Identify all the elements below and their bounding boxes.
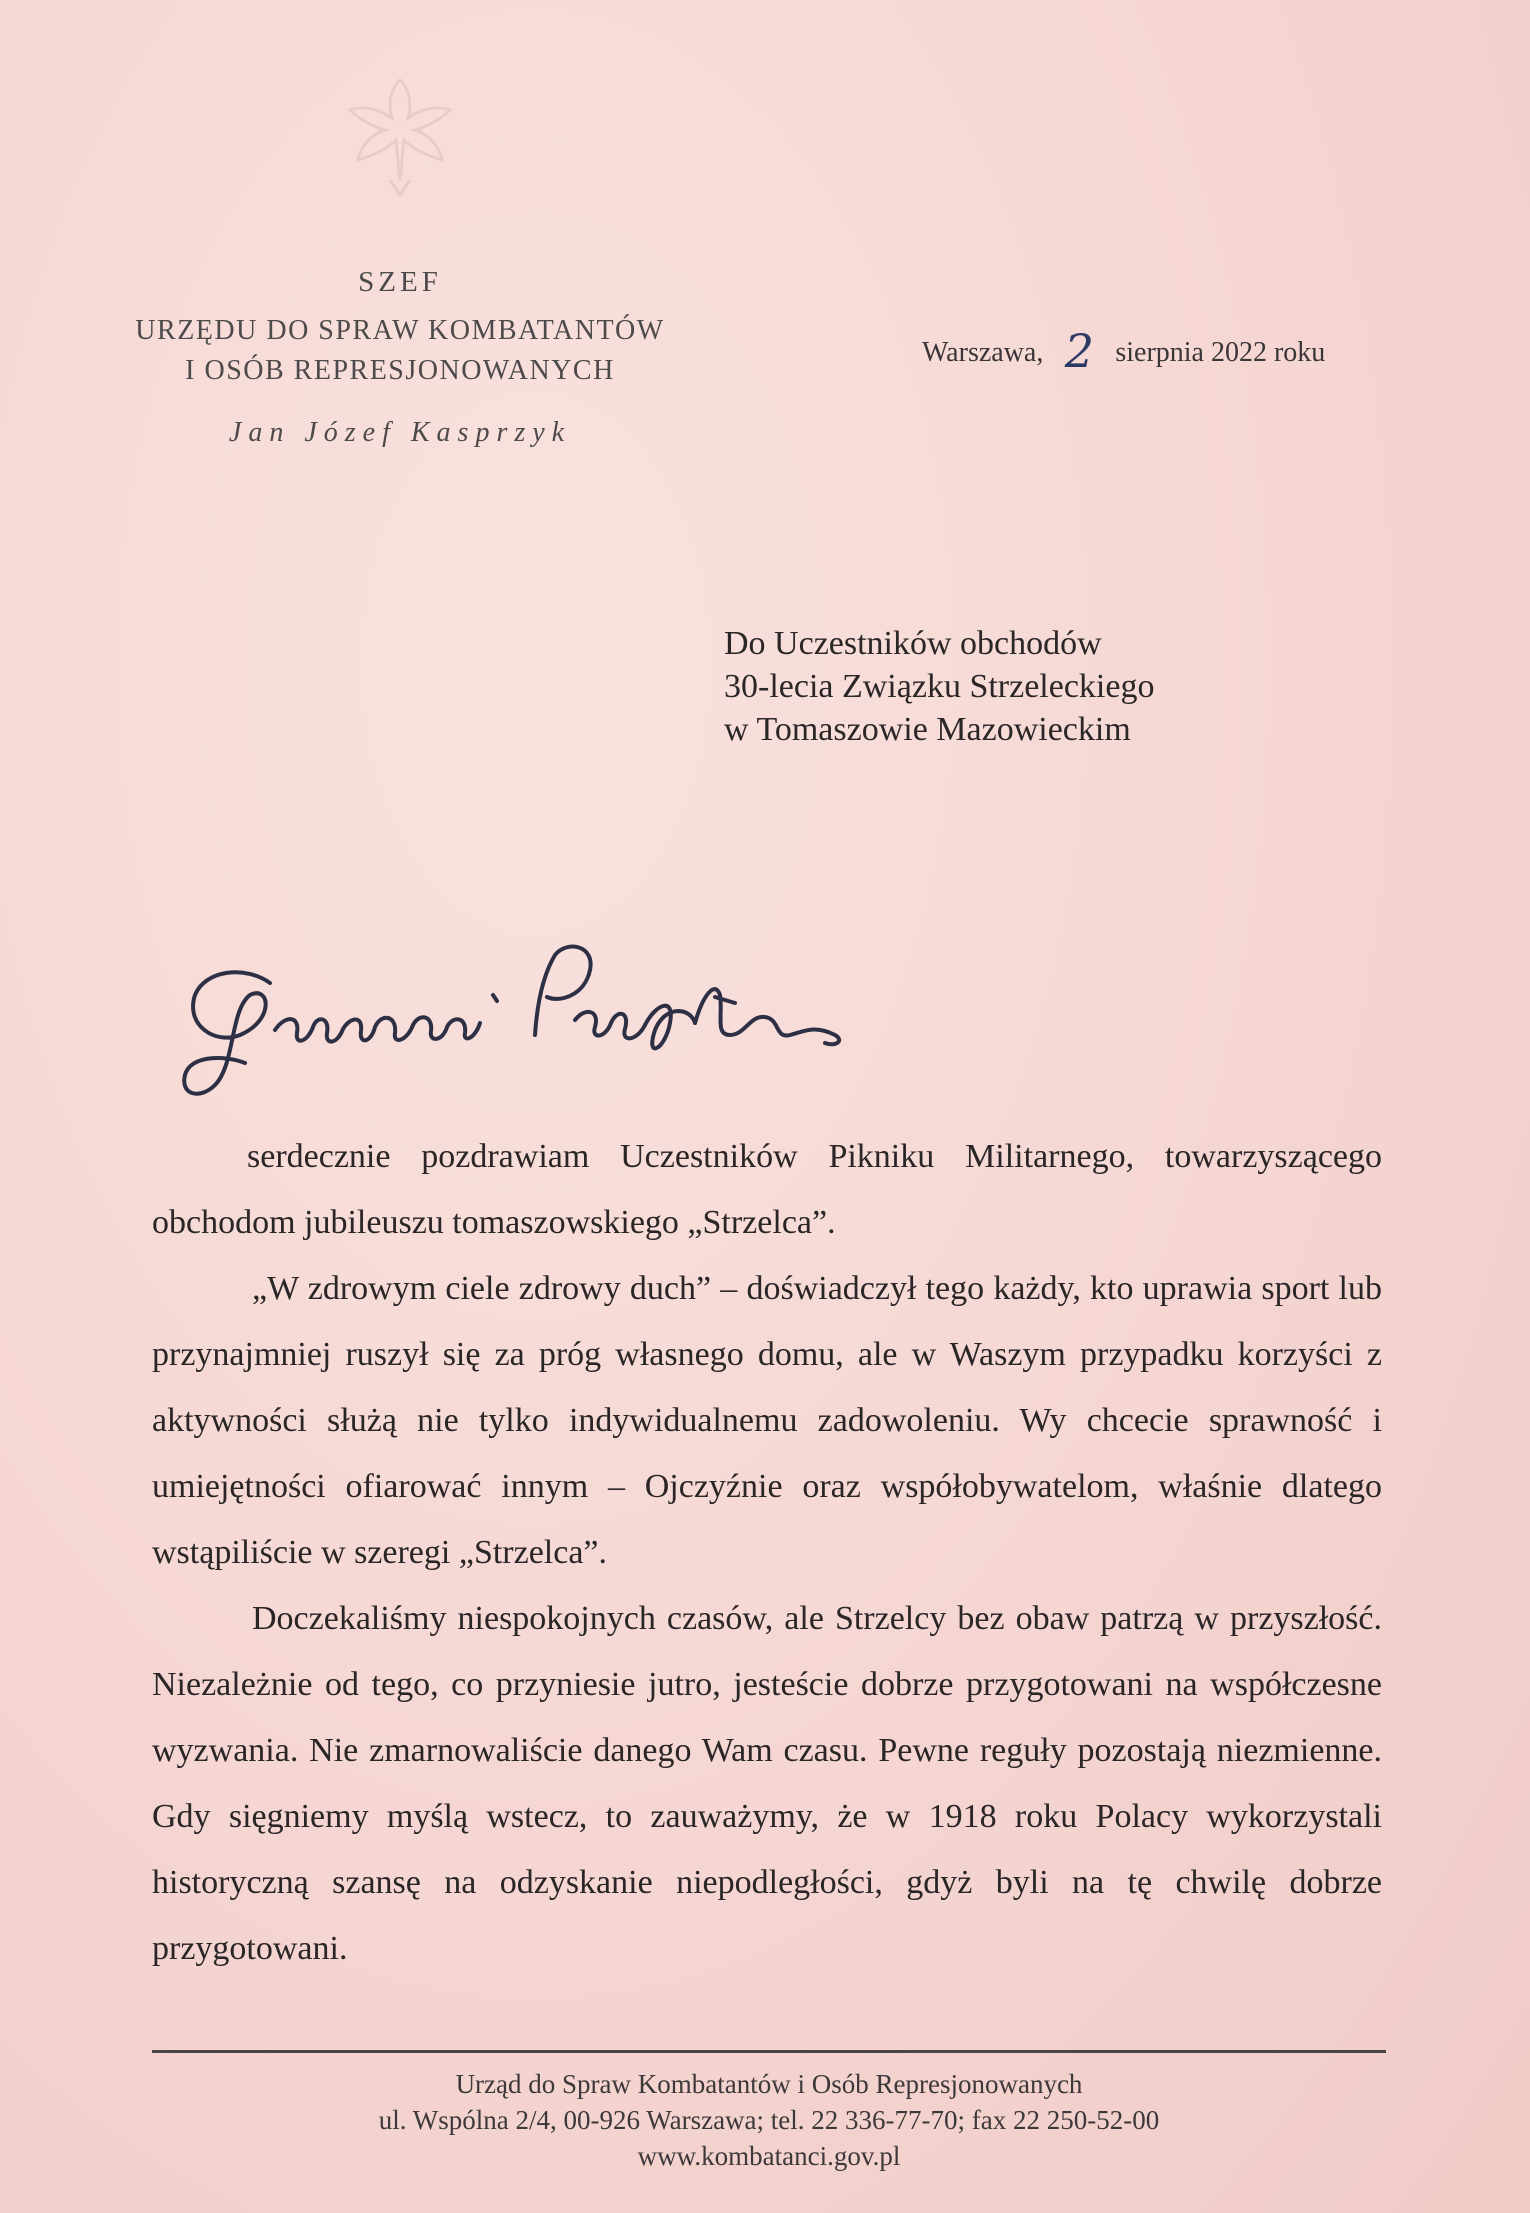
office-name-line1: URZĘDU DO SPRAW KOMBATANTÓW [135, 315, 665, 346]
header-title: SZEF [358, 266, 442, 298]
date-prefix: Warszawa, [922, 337, 1044, 368]
body-paragraph-1: serdecznie pozdrawiam Uczestników Pikniku Militarnego, towarzyszącego obchodom jubileuszu tomaszowskiego „Strzelca”. [152, 1138, 1382, 1241]
footer-address: ul. Wspólna 2/4, 00-926 Warszawa; tel. 22 336-77-70; fax 22 250-52-00 [378, 2105, 1160, 2135]
recipient-line1: Do Uczestników obchodów [724, 625, 1102, 662]
footer-divider [152, 2050, 1386, 2053]
letter-body [152, 1124, 1382, 1982]
footer-office-name: Urząd do Spraw Kombatantów i Osób Represjonowanych [455, 2069, 1083, 2099]
office-name-line2: I OSÓB REPRESJONOWANYCH [185, 355, 615, 386]
recipient-line2: 30-lecia Związku Strzeleckiego [724, 668, 1155, 705]
date-rest: sierpnia 2022 roku [1115, 337, 1326, 368]
body-paragraph-2: „W zdrowym ciele zdrowy duch” – doświadczył tego każdy, kto uprawia sport lub przynajmniej ruszył się za próg własnego domu, ale w Waszym przypadku korzyści z aktywności służą nie tylko indywidualnemu zadowoleniu. Wy chcecie sprawność i umiejętności ofiarować innym – Ojczyźnie oraz współobywatelom, właśnie dlatego wstąpiliście w szeregi „Strzelca”. [152, 1270, 1382, 1571]
letter-date [922, 318, 1326, 378]
recipient-block [724, 622, 1154, 751]
letter-footer [152, 2066, 1386, 2174]
body-paragraph-3: Doczekaliśmy niespokojnych czasów, ale Strzelcy bez obaw patrzą w przyszłość. Niezależnie od tego, co przyniesie jutro, jesteście dobrze przygotowani na współczesne wyzwania. Nie zmarnowaliście danego Wam czasu. Pewne reguły pozostają niezmienne. Gdy sięgniemy myślą wstecz, to zauważymy, że w 1918 roku Polacy wykorzystali historyczną szansę na odzyskanie niepodległości, gdyż byli na tę chwilę dobrze przygotowani. [152, 1600, 1382, 1967]
recipient-line3: w Tomaszowie Mazowieckim [724, 711, 1131, 748]
date-day-handwritten: 2 [1064, 324, 1094, 378]
footer-website: www.kombatanci.gov.pl [637, 2141, 901, 2171]
office-header [100, 266, 700, 449]
handwritten-greeting [175, 935, 955, 1115]
eagle-emblem-icon [330, 60, 470, 210]
official-name: Jan Józef Kasprzyk [228, 417, 572, 448]
